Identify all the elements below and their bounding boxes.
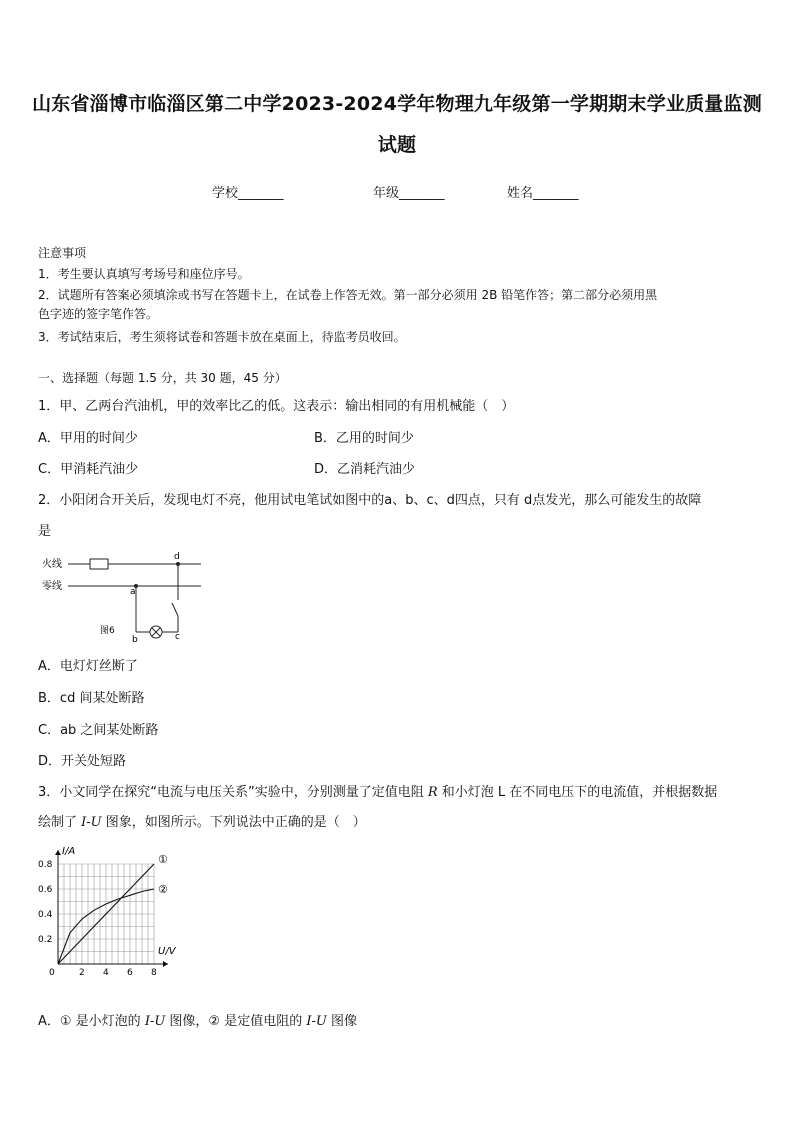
x-axis-label: U/V xyxy=(158,946,176,957)
notice-item: 色字迹的签字笔作答。 xyxy=(38,307,159,321)
question-1-option-a[interactable]: A．甲用的时间少 xyxy=(38,431,138,446)
question-3-stem-continued xyxy=(38,811,366,830)
option-text: A．① 是小灯泡的 xyxy=(38,1014,145,1029)
grade-field[interactable]: 年级_______ xyxy=(373,186,445,201)
question-1-option-d[interactable]: D．乙消耗汽油少 xyxy=(314,462,416,477)
question-1-stem: 1．甲、乙两台汽油机，甲的效率比乙的低。这表示：输出相同的有用机械能（ ） xyxy=(38,399,515,414)
notice-item: 3．考试结束后，考生须将试卷和答题卡放在桌面上，待监考员收回。 xyxy=(38,330,406,344)
y-tick-label: 0.4 xyxy=(38,910,53,920)
notice-item: 2．试题所有答案必须填涂或书写在答题卡上，在试卷上作答无效。第一部分必须用 2B 铅笔作答；第二部分必须用黑 xyxy=(38,288,658,302)
question-3-stem xyxy=(38,781,717,800)
question-3-text: 绘制了 xyxy=(38,815,82,830)
question-2-option-a[interactable]: A．电灯灯丝断了 xyxy=(38,659,138,674)
y-tick-label: 0.6 xyxy=(38,885,53,895)
neutral-wire-label: 零线 xyxy=(42,581,62,592)
iu-variable: I-U xyxy=(81,815,102,830)
iu-variable: I-U xyxy=(144,1014,166,1029)
x-tick-label: 4 xyxy=(103,968,109,978)
x-tick-label: 6 xyxy=(127,968,133,978)
x-tick-label: 8 xyxy=(151,968,157,978)
notice-heading: 注意事项 xyxy=(38,246,87,260)
y-axis-label: I/A xyxy=(62,846,76,857)
question-3-option-a[interactable] xyxy=(38,1010,357,1029)
series-label-2: ② xyxy=(158,883,168,896)
y-tick-label: 0.8 xyxy=(38,860,53,870)
y-axis-arrow-icon xyxy=(55,850,61,855)
question-3-text: 3．小文同学在探究“电流与电压关系”实验中，分别测量了定值电阻 xyxy=(38,785,428,800)
iu-variable: I-U xyxy=(306,1014,327,1029)
question-3-text: 和小灯泡 L 在不同电压下的电流值，并根据数据 xyxy=(437,785,718,800)
school-field[interactable]: 学校_______ xyxy=(212,186,284,201)
point-a-label: a xyxy=(130,587,136,597)
question-1-option-c[interactable]: C．甲消耗汽油少 xyxy=(38,462,139,477)
x-axis-arrow-icon xyxy=(163,961,168,967)
point-d-label: d xyxy=(174,552,180,562)
switch-icon xyxy=(172,603,178,616)
exam-title: 山东省淄博市临淄区第二中学2023-2024学年物理九年级第一学期期末学业质量监测 xyxy=(32,93,762,115)
circuit-diagram xyxy=(38,548,208,646)
point-b-label: b xyxy=(132,635,138,645)
question-3-text: 图象，如图所示。下列说法中正确的是（ ） xyxy=(101,815,366,830)
section-heading: 一、选择题（每题 1.5 分，共 30 题，45 分） xyxy=(38,371,287,385)
question-2-option-b[interactable]: B．cd 间某处断路 xyxy=(38,691,145,706)
question-2-option-c[interactable]: C．ab 之间某处断路 xyxy=(38,723,159,738)
point-c-label: c xyxy=(175,632,180,642)
figure-label: 图6 xyxy=(100,626,115,636)
question-2-option-d[interactable]: D．开关处短路 xyxy=(38,754,127,769)
notice-item: 1．考生要认真填写考场号和座位序号。 xyxy=(38,267,250,281)
question-1-option-b[interactable]: B．乙用的时间少 xyxy=(314,431,414,446)
name-field[interactable]: 姓名_______ xyxy=(507,186,579,201)
option-text: 图像 xyxy=(326,1014,357,1029)
series-label-1: ① xyxy=(158,853,168,866)
live-wire-label: 火线 xyxy=(42,559,62,570)
resistor-variable: R xyxy=(427,785,438,800)
question-2-stem-continued: 是 xyxy=(38,524,52,539)
x-tick-label: 0 xyxy=(49,968,55,978)
x-tick-label: 2 xyxy=(79,968,85,978)
question-2-stem: 2．小阳闭合开关后，发现电灯不亮，他用试电笔试如图中的a、b、c、d四点，只有 d点发光，那么可能发生的故障 xyxy=(38,493,702,508)
exam-title-continued: 试题 xyxy=(377,134,417,156)
option-text: 图像，② 是定值电阻的 xyxy=(165,1014,307,1029)
iu-chart xyxy=(34,842,184,978)
fuse xyxy=(90,559,108,569)
y-tick-label: 0.2 xyxy=(38,935,53,945)
